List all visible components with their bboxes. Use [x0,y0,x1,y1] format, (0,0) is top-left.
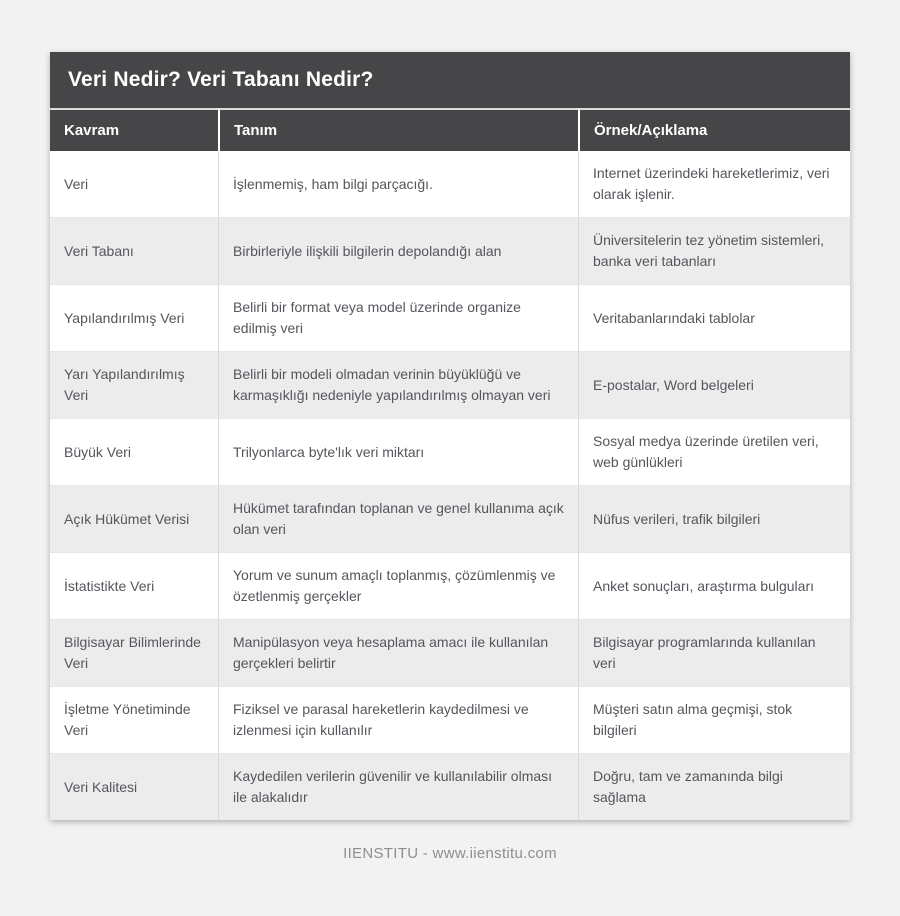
table-row [50,619,850,686]
table-row [50,217,850,284]
cell-kavram: Yapılandırılmış Veri [50,284,218,351]
cell-kavram: İstatistikte Veri [50,552,218,619]
table-header-row [50,108,850,151]
footer-credit: IIENSTITU - www.iienstitu.com [343,845,557,862]
cell-kavram: Bilgisayar Bilimlerinde Veri [50,619,218,686]
cell-ornek: Müşteri satın alma geçmişi, stok bilgileri [578,686,850,753]
cell-kavram: İşletme Yönetiminde Veri [50,686,218,753]
cell-tanim: Hükümet tarafından toplanan ve genel kullanıma açık olan veri [218,485,578,552]
cell-kavram: Veri Tabanı [50,217,218,284]
column-header: Tanım [218,108,578,151]
table-row [50,753,850,820]
cell-tanim: Birbirleriyle ilişkili bilgilerin depolandığı alan [218,217,578,284]
table-header [50,108,850,151]
table-row [50,351,850,418]
cell-kavram: Yarı Yapılandırılmış Veri [50,351,218,418]
cell-tanim: Belirli bir format veya model üzerinde organize edilmiş veri [218,284,578,351]
cell-ornek: Üniversitelerin tez yönetim sistemleri, banka veri tabanları [578,217,850,284]
page-title: Veri Nedir? Veri Tabanı Nedir? [50,52,850,108]
concept-table [50,108,850,820]
cell-ornek: Internet üzerindeki hareketlerimiz, veri olarak işlenir. [578,151,850,217]
cell-ornek: Veritabanlarındaki tablolar [578,284,850,351]
cell-ornek: Sosyal medya üzerinde üretilen veri, web günlükleri [578,418,850,485]
cell-tanim: Manipülasyon veya hesaplama amacı ile kullanılan gerçekleri belirtir [218,619,578,686]
column-header: Örnek/Açıklama [578,108,850,151]
table-row [50,686,850,753]
cell-ornek: Anket sonuçları, araştırma bulguları [578,552,850,619]
cell-kavram: Açık Hükümet Verisi [50,485,218,552]
table-row [50,485,850,552]
cell-tanim: Belirli bir modeli olmadan verinin büyüklüğü ve karmaşıklığı nedeniyle yapılandırılmış olmayan veri [218,351,578,418]
column-header: Kavram [50,108,218,151]
table-row [50,418,850,485]
cell-ornek: Doğru, tam ve zamanında bilgi sağlama [578,753,850,820]
cell-kavram: Veri Kalitesi [50,753,218,820]
cell-ornek: E-postalar, Word belgeleri [578,351,850,418]
table-row [50,552,850,619]
cell-tanim: Fiziksel ve parasal hareketlerin kaydedilmesi ve izlenmesi için kullanılır [218,686,578,753]
cell-kavram: Veri [64,175,89,192]
cell-tanim: Kaydedilen verilerin güvenilir ve kullanılabilir olması ile alakalıdır [218,753,578,820]
table-row [50,151,850,217]
cell-ornek: Bilgisayar programlarında kullanılan veri [578,619,850,686]
cell-tanim: İşlenmemiş, ham bilgi parçacığı. [218,151,578,217]
cell-ornek: Nüfus verileri, trafik bilgileri [578,485,850,552]
cell-kavram: Büyük Veri [50,418,218,485]
cell-tanim: Yorum ve sunum amaçlı toplanmış, çözümlenmiş ve özetlenmiş gerçekler [218,552,578,619]
concept-table-card [50,52,850,820]
table-row [50,284,850,351]
table-body [50,151,850,820]
cell-tanim: Trilyonlarca byte'lık veri miktarı [218,418,578,485]
